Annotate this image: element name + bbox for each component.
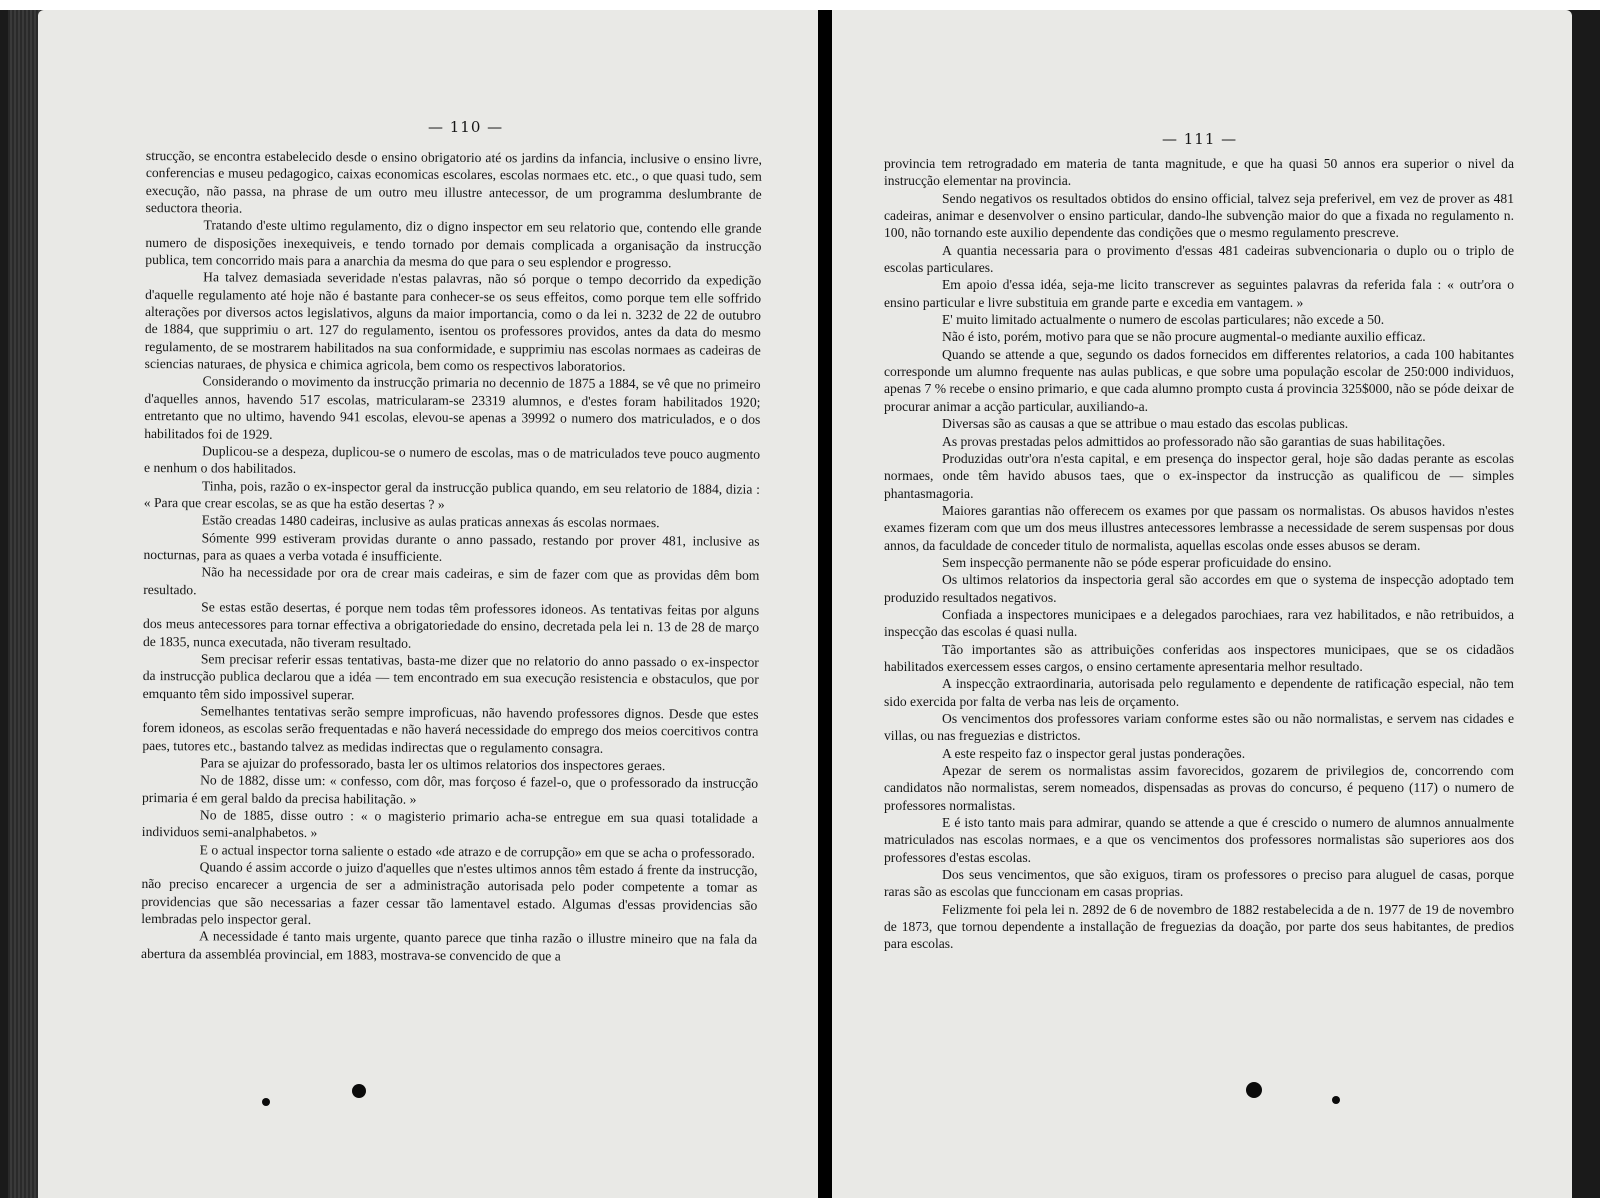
paragraph: No de 1885, disse outro : « o magisterio primario acha-se entregue em sua quasi totalidade a individuos semi-analphabetos. » [141, 807, 758, 841]
paragraph: Sendo negativos os resultados obtidos do ensino official, talvez seja preferivel, em vez de prover as 481 cadeiras, animar e desenvolver o ensino particular, dando-lhe subvenção maior do que a fixada no regulamento n. 100, não tornando este auxilio dependente das condições que o mesmo regulamento prescreve. [884, 190, 1514, 241]
paragraph: As provas prestadas pelos admittidos ao professorado não são garantias de suas habilitações. [942, 433, 1446, 449]
paragraph: A inspecção extraordinaria, autorisada pelo regulamento e dependente de ratificação especial, não tem sido exercida por falta de verba nas leis de orçamento. [884, 676, 1514, 709]
left-page-number: — 110 — [428, 118, 504, 136]
paragraph: E o actual inspector torna saliente o estado «de atrazo e de corrupção» em que se acha o professorado. [199, 842, 755, 861]
ink-blot [352, 1084, 366, 1098]
top-white-strip [0, 0, 1600, 10]
ink-blot [1332, 1096, 1340, 1104]
page-edges [8, 10, 42, 1198]
paragraph: Para se ajuizar do professorado, basta ler os ultimos relatorios dos inspectores geraes. [200, 755, 666, 774]
right-page [832, 10, 1572, 1198]
paragraph: Estão creadas 1480 cadeiras, inclusive as aulas praticas annexas ás escolas normaes. [201, 512, 660, 531]
paragraph: Tratando d'este ultimo regulamento, diz o digno inspector em seu relatorio que, contendo elle grande numero de disposições inexequiveis, e tendo tornado por demais complicada a organisação da instrucção publica, tem concorrido mais para a anarchia da mesma do que para o seu esplendor e progresso. [145, 217, 762, 271]
paragraph: A necessidade é tanto mais urgente, quanto parece que tinha razão o illustre mineiro que na fala da abertura da assembléa provincial, em 1883, mostrava-se convencido de que a [141, 928, 758, 964]
paragraph: strucção, se encontra estabelecido desde o ensino obrigatorio até os jardins da infancia, inclusive o ensino livre, conferencias e museu pedagogico, caixas economicas escolares, escolas normaes etc. etc., o que quasi tudo, sem execução, não passa, na phrase de um outro meu illustre antecessor, de um programma deslumbrante de seductora theoria. [145, 147, 762, 216]
paragraph: Sem precisar referir essas tentativas, basta-me dizer que no relatorio do anno passado o ex-inspector da instrucção publica declarou que a idéa — tem encontrado em sua execução resistencia e obstaculos, que por emquanto têm sido impossivel superar. [142, 651, 759, 702]
paragraph: Dos seus vencimentos, que são exiguos, tiram os professores o preciso para aluguel de casas, porque raras são as escolas que funccionam em casas proprias. [884, 867, 1514, 900]
paragraph: provincia tem retrogradado em materia de tanta magnitude, e que ha quasi 50 annos era superior o nivel da instrucção elementar na provincia. [884, 156, 1514, 189]
paragraph: Se estas estão desertas, é porque nem todas têm professores idoneos. As tentativas feitas por alguns dos meus antecessores para tornar effectiva a obrigatoriedade do ensino, decretada pela lei n. 13 de 28 de março de 1835, nunca executada, não tiveram resultado. [142, 599, 760, 651]
left-page [38, 10, 826, 1198]
ink-blot [1246, 1082, 1262, 1098]
paragraph: Os vencimentos dos professores variam conforme estes são ou não normalistas, e servem nas cidades e villas, ou nas freguezias e districtos. [884, 711, 1514, 744]
right-page-number: — 111 — [1162, 130, 1238, 148]
left-page-body [141, 147, 762, 966]
paragraph: Não é isto, porém, motivo para que se não procure augmental-o mediante auxilio efficaz. [942, 329, 1426, 345]
paragraph: Semelhantes tentativas serão sempre improficuas, não havendo professores dignos. Desde que estes forem idoneos, as escolas serão frequentadas e não haverá necessidade do emprego dos meios coercitivos contra paes, tutores etc., bastando talvez as medidas indirectas que o regulamento consagra. [142, 703, 759, 756]
paragraph: Maiores garantias não offerecem os exames por que passam os normalistas. Os abusos havidos n'estes exames fizeram com que um dos meus illustres antecessores lembrasse a necessidade de serem suspensas por dous annos, da faculdade de conceder titulo de normalista, aquellas escolas onde esses abusos se deram. [884, 502, 1514, 553]
paragraph: E é isto tanto mais para admirar, quando se attende a que é crescido o numero de alumnos annualmente matriculados nas escolas normaes, e a que os vencimentos dos professores normalistas são superiores aos dos professores d'estas escolas. [884, 815, 1514, 865]
paragraph: E' muito limitado actualmente o numero de escolas particulares; não excede a 50. [942, 312, 1385, 328]
paragraph: Sem inspecção permanente não se póde esperar proficuidade do ensino. [942, 554, 1332, 570]
paragraph: Sómente 999 estiveram providas durante o anno passado, restando por prover 481, inclusive as nocturnas, para as quaes a verba votada é insufficiente. [143, 529, 760, 564]
paragraph: Considerando o movimento da instrucção primaria no decennio de 1875 a 1884, se vê que no primeiro d'aquelles annos, havendo 517 escolas, matricularam-se 23319 alumnos, e d'estes foram habilitados 1920; entretanto que no ultimo, havendo 941 escolas, elevou-se apenas a 39992 o numero dos matriculados, e o dos habilitados foi de 1929. [144, 373, 761, 442]
paragraph: Em apoio d'essa idéa, seja-me licito transcrever as seguintes palavras da referida fala : « outr'ora o ensino particular e livre substituia em grande parte e excedia em vantagem. » [884, 277, 1514, 310]
paragraph: A este respeito faz o inspector geral justas ponderações. [942, 745, 1246, 761]
book-spread [8, 10, 1592, 1198]
paragraph: Não ha necessidade por ora de crear mais cadeiras, e sim de fazer com que as providas dêm bom resultado. [143, 564, 760, 597]
paragraph: Confiada a inspectores municipaes e a delegados parochiaes, rara vez habilitados, e não retribuidos, a inspecção das escolas é quasi nulla. [884, 606, 1514, 640]
paragraph: A quantia necessaria para o provimento d'essas 481 cadeiras subvencionaria o duplo ou o triplo de escolas particulares. [884, 242, 1514, 276]
paragraph: No de 1882, disse um: « confesso, com dôr, mas forçoso é fazel-o, que o professorado da instrucção primaria é em geral baldo da precisa habilitação. » [141, 772, 759, 807]
paragraph: Tinha, pois, razão o ex-inspector geral da instrucção publica quando, em seu relatorio de 1884, dizia : « Para que crear escolas, se as que ha estão desertas ? » [143, 477, 760, 512]
paragraph: Produzidas outr'ora n'esta capital, e em presença do inspector geral, hoje são dadas perante as escolas normaes, onde têm havido abusos taes, que o ex-inspector da instrucção as qualificou de — simples phantasmagoria. [884, 450, 1514, 501]
paragraph: Quando se attende a que, segundo os dados fornecidos em differentes relatorios, a cada 100 habitantes corresponde um alumno frequente nas aulas publicas, e que sobre uma população escolar de 250:000 individuos, apenas 7 % recebe o ensino primario, e que cada alumno prompto custa á provincia 325$000, não se póde deixar de procurar animar a acção particular, auxiliando-a. [884, 346, 1514, 414]
paragraph: Os ultimos relatorios da inspectoria geral são accordes em que o systema de inspecção adoptado tem produzido resultados negativos. [884, 572, 1514, 605]
paragraph: Diversas são as causas a que se attribue o mau estado das escolas publicas. [942, 416, 1349, 432]
paragraph: Ha talvez demasiada severidade n'estas palavras, não só porque o tempo decorrido da expedição d'aquelle regulamento até hoje não é bastante para conhecer-se os seus effeitos, como porque tem elle soffrido alterações por diversos actos legislativos, alguns da maior importancia, como o da lei n. 3232 de 22 de outubro de 1884, que supprimiu o art. 127 do regulamento, isentou os professores providos, antes da data do mesmo regulamento, de se mostrarem habilitados na sua conformidade, e supprimiu nas escolas normaes as cadeiras de sciencias naturaes, de physica e chimica agricola, bem como os respectivos laboratorios. [144, 269, 762, 375]
paragraph: Tão importantes são as attribuições conferidas aos inspectores municipaes, que se os cidadãos habilitados exercessem esses cargos, o ensino certamente apresentaria melhor resultado. [884, 641, 1514, 674]
paragraph: Felizmente foi pela lei n. 2892 de 6 de novembro de 1882 restabelecida a de n. 1977 de 19 de novembro de 1873, que tornou dependente a installação de freguezias da doação, por parte dos seus habitantes, de predios para escolas. [884, 901, 1514, 952]
paragraph: Duplicou-se a despeza, duplicou-se o numero de escolas, mas o de matriculados teve pouco augmento e nenhum o dos habilitados. [143, 443, 761, 477]
paragraph: Apezar de serem os normalistas assim favorecidos, gozarem de privilegios de, concorrendo com candidatos não normalistas, serem nomeados, dispensadas as provas do concurso, é pequeno (117) o numero de professores normalistas. [884, 763, 1514, 813]
right-page-body [884, 155, 1514, 953]
ink-blot [262, 1098, 270, 1106]
paragraph: Quando é assim accorde o juizo d'aquelles que n'estes ultimos annos têm estado á frente da instrucção, não preciso encarecer a urgencia de ser a administração autorisada pelo poder competente a tomar as providencias que são necessarias a fazer cessar tão lamentavel estado. Algumas d'essas providencias são lembradas pelo inspector geral. [141, 859, 758, 928]
